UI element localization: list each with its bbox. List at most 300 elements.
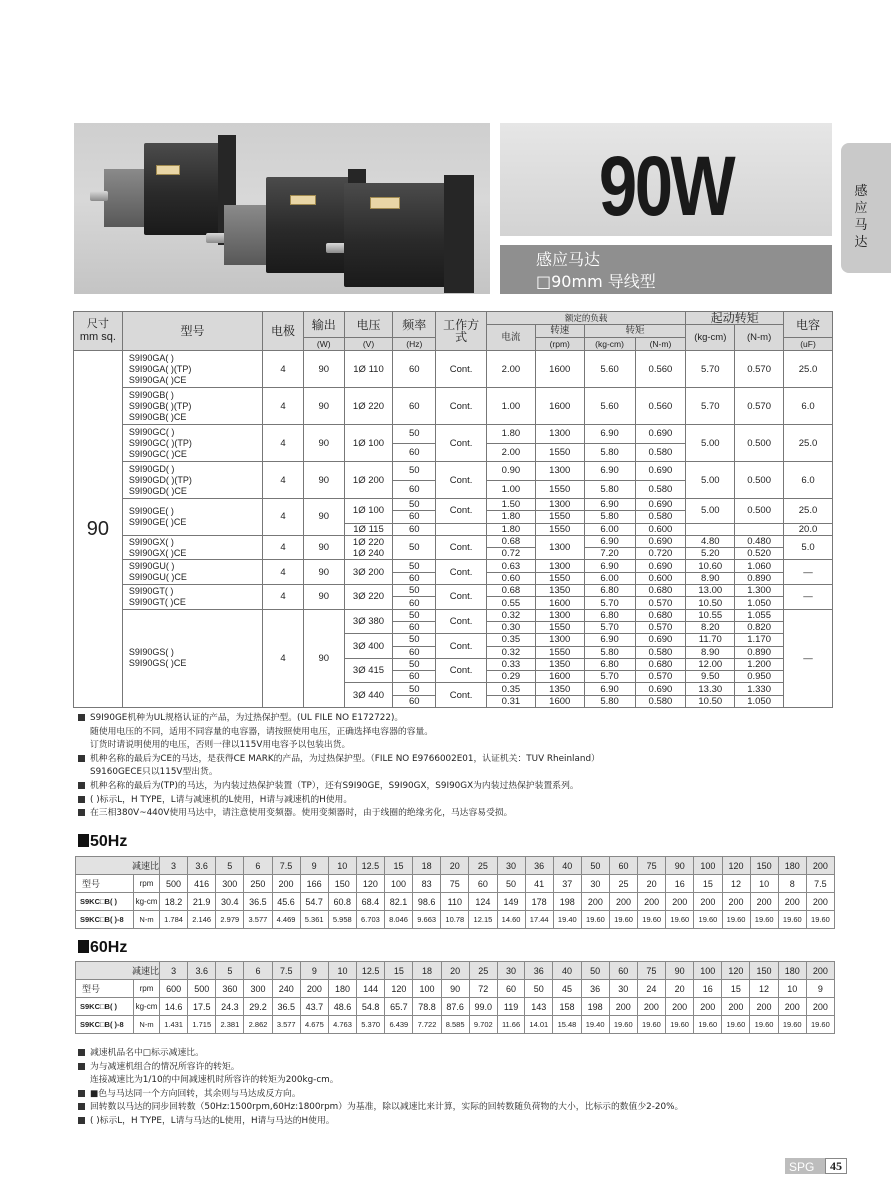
nm-cell: 19.60 — [806, 911, 834, 929]
capacitor-cell: — — [784, 560, 833, 585]
start-nm-cell: 0.500 — [735, 425, 784, 462]
capacitor-cell: 25.0 — [784, 425, 833, 462]
model-cell — [122, 585, 262, 610]
ratio-cell: 9 — [300, 857, 328, 875]
speed-cell: 1600 — [535, 388, 584, 425]
start-kgcm-cell: 8.20 — [686, 621, 735, 633]
torque-nm-cell: 0.690 — [635, 683, 686, 695]
note-text: 回转数以马达的同步回转数（50Hz:1500rpm,60Hz:1800rpm）为基准，除以减速比来计算，实际的回转数随负荷物的大小，比标示的数值少2-20%。 — [90, 1102, 684, 1113]
note-line — [78, 766, 600, 780]
start-nm-cell: 1.050 — [735, 695, 784, 707]
ratio-cell: 20 — [441, 857, 469, 875]
voltage-cell: 3Ø 200 — [344, 560, 393, 585]
notes-gearhead — [78, 1047, 683, 1129]
output-cell: 90 — [303, 585, 344, 610]
nm-cell: 19.60 — [637, 1016, 665, 1034]
nm-cell: 19.40 — [553, 911, 581, 929]
start-kgcm-cell: 5.70 — [686, 351, 735, 388]
nm-cell: 2.862 — [244, 1016, 272, 1034]
torque-unit2: (N-m) — [635, 338, 686, 351]
model-name: S9I90GB( )CE — [128, 411, 187, 422]
speed-cell: 1550 — [535, 443, 584, 462]
mode-cell: Cont. — [436, 683, 487, 708]
freq-cell: 50 — [393, 683, 436, 695]
kgcm-cell: 198 — [581, 998, 609, 1016]
voltage-cell: 3Ø 440 — [344, 683, 393, 708]
model-name: S9I90GC( )(TP) — [128, 437, 192, 448]
poles-cell: 4 — [263, 499, 304, 536]
kgcm-cell: 82.1 — [385, 893, 413, 911]
capacitor-cell: 25.0 — [784, 499, 833, 524]
kgcm-cell: 45.6 — [272, 893, 300, 911]
torque-kgcm-cell: 5.80 — [584, 695, 635, 707]
ratio-cell: 40 — [553, 857, 581, 875]
start-nm-cell: 1.300 — [735, 585, 784, 597]
freq-cell: 60 — [393, 671, 436, 683]
note-line — [78, 753, 600, 767]
torque-nm-cell: 0.560 — [635, 351, 686, 388]
ratio-cell: 18 — [413, 962, 441, 980]
model-cell — [122, 560, 262, 585]
kgcm-cell: 200 — [581, 893, 609, 911]
col-start-unit1: (kg-cm) — [686, 325, 735, 351]
start-kgcm-cell: 5.20 — [686, 548, 735, 560]
note-text: 机种名称的最后为(TP)的马达，为内装过热保护装置（TP），还有S9I90GE，S9I90GX，S9I90GX为内装过热保护装置系列。 — [90, 780, 579, 791]
current-cell: 0.32 — [487, 609, 536, 621]
output-cell: 90 — [303, 388, 344, 425]
start-kgcm-cell: 12.00 — [686, 658, 735, 670]
output-cell: 90 — [303, 535, 344, 560]
rpm-cell: 90 — [441, 980, 469, 998]
speed-cell: 1550 — [535, 621, 584, 633]
kgcm-cell: 17.5 — [188, 998, 216, 1016]
start-nm-cell: 0.570 — [735, 388, 784, 425]
gear-table-50hz — [75, 856, 835, 929]
rpm-cell: 120 — [385, 980, 413, 998]
power-rating: 90W — [598, 139, 734, 233]
speed-cell: 1550 — [535, 572, 584, 584]
ratio-cell: 7.5 — [272, 857, 300, 875]
kgcm-cell: 200 — [694, 893, 722, 911]
start-nm-cell — [735, 523, 784, 535]
model-cell — [122, 462, 262, 499]
freq-cell: 60 — [393, 511, 436, 523]
torque-kgcm-cell: 5.60 — [584, 351, 635, 388]
nm-cell: 2.146 — [188, 911, 216, 929]
current-cell: 0.60 — [487, 572, 536, 584]
bullet-icon — [78, 809, 85, 816]
current-cell: 0.55 — [487, 597, 536, 609]
torque-nm-cell: 0.570 — [635, 621, 686, 633]
kgcm-cell: 200 — [694, 998, 722, 1016]
nm-cell: 19.60 — [778, 1016, 806, 1034]
nm-cell: 19.60 — [722, 1016, 750, 1034]
torque-kgcm-cell: 6.90 — [584, 634, 635, 646]
nm-cell: 19.60 — [750, 1016, 778, 1034]
col-rated-load: 额定的负载 — [487, 312, 686, 325]
mode-cell: Cont. — [436, 462, 487, 499]
col-speed: 转速 — [535, 325, 584, 338]
side-tab[interactable] — [841, 143, 891, 273]
kgcm-cell: 178 — [525, 893, 553, 911]
rpm-cell: 50 — [497, 875, 525, 893]
freq-cell: 60 — [393, 351, 436, 388]
nm-cell: 3.577 — [244, 911, 272, 929]
spec-row — [74, 425, 833, 444]
model-name: S9I90GT( ) — [128, 585, 174, 596]
nm-cell: 3.577 — [272, 1016, 300, 1034]
torque-kgcm-cell: 6.00 — [584, 523, 635, 535]
current-cell: 0.35 — [487, 683, 536, 695]
model-name: S9I90GD( )CE — [128, 485, 187, 496]
notes-motor — [78, 712, 600, 821]
freq-cell: 50 — [393, 462, 436, 481]
ratio-cell: 50 — [581, 857, 609, 875]
output-cell: 90 — [303, 425, 344, 462]
mode-cell — [436, 523, 487, 535]
torque-nm-cell: 0.680 — [635, 585, 686, 597]
model-cell — [122, 609, 262, 707]
note-line — [78, 1115, 683, 1129]
freq-cell: 50 — [393, 425, 436, 444]
speed-cell: 1300 — [535, 634, 584, 646]
model-name: S9I90GE( )CE — [128, 516, 187, 527]
rpm-cell: 45 — [553, 980, 581, 998]
current-cell: 0.33 — [487, 658, 536, 670]
ratio-cell: 30 — [497, 857, 525, 875]
ratio-cell: 3 — [160, 857, 188, 875]
freq-cell: 50 — [393, 658, 436, 670]
kgcm-cell: 110 — [441, 893, 469, 911]
note-text: 连接减速比为1/10的中间减速机时所容许的转矩为200kg-cm。 — [90, 1075, 339, 1086]
rpm-cell: 50 — [525, 980, 553, 998]
note-line — [78, 739, 600, 753]
current-cell: 1.00 — [487, 480, 536, 499]
rpm-cell: 200 — [300, 980, 328, 998]
rpm-cell: 41 — [525, 875, 553, 893]
current-cell: 1.80 — [487, 511, 536, 523]
voltage-cell: 1Ø 100 — [344, 499, 393, 524]
ratio-cell: 60 — [609, 962, 637, 980]
note-text: 减速机品名中□标示减速比。 — [90, 1048, 204, 1058]
nm-cell: 19.60 — [750, 911, 778, 929]
col-freq: 频率 — [393, 312, 436, 338]
col-current: 电流 — [487, 325, 536, 351]
ratio-cell: 100 — [694, 857, 722, 875]
torque-nm-cell: 0.570 — [635, 597, 686, 609]
current-cell: 0.29 — [487, 671, 536, 683]
current-cell: 0.31 — [487, 695, 536, 707]
start-kgcm-cell: 10.50 — [686, 597, 735, 609]
torque-kgcm-cell: 6.90 — [584, 462, 635, 481]
nm-row — [76, 1016, 835, 1034]
speed-cell: 1300 — [535, 560, 584, 572]
model-cell — [122, 535, 262, 560]
torque-nm-cell: 0.580 — [635, 443, 686, 462]
subtitle-type: 感应马达 — [536, 250, 601, 269]
torque-kgcm-cell: 5.70 — [584, 671, 635, 683]
kgcm-cell: 87.6 — [441, 998, 469, 1016]
nm-cell: 19.60 — [778, 911, 806, 929]
rpm-cell: 36 — [581, 980, 609, 998]
rpm-cell: 20 — [638, 875, 666, 893]
note-line — [78, 794, 600, 808]
torque-kgcm-cell: 5.70 — [584, 621, 635, 633]
voltage-unit: (V) — [344, 338, 393, 351]
torque-nm-cell: 0.600 — [635, 523, 686, 535]
ratio-cell: 120 — [722, 857, 750, 875]
start-nm-cell: 0.950 — [735, 671, 784, 683]
rpm-cell: 30 — [581, 875, 609, 893]
freq-cell: 50 — [393, 560, 436, 572]
start-kgcm-cell: 11.70 — [686, 634, 735, 646]
torque-kgcm-cell: 6.00 — [584, 572, 635, 584]
model-name: S9I90GE( ) — [128, 505, 174, 516]
model-name: S9I90GC( )CE — [128, 448, 187, 459]
poles-cell: 4 — [263, 388, 304, 425]
nm-cell: 19.60 — [806, 1016, 834, 1034]
ratio-cell: 200 — [806, 857, 834, 875]
start-kgcm-cell: 5.00 — [686, 499, 735, 524]
size-value: 90 — [74, 351, 123, 708]
kgcm-cell: 158 — [553, 998, 581, 1016]
capacitor-cell: 5.0 — [784, 535, 833, 560]
current-cell: 0.90 — [487, 462, 536, 481]
voltage-cell: 3Ø 380 — [344, 609, 393, 634]
capacitor-cell: 6.0 — [784, 388, 833, 425]
speed-cell: 1550 — [535, 480, 584, 499]
nm-cell: 19.60 — [666, 1016, 694, 1034]
current-cell: 0.30 — [487, 621, 536, 633]
model-name: S9I90GA( )(TP) — [128, 363, 192, 374]
speed-cell: 1300 — [535, 609, 584, 621]
ratio-cell: 25 — [469, 962, 497, 980]
torque-nm-cell: 0.690 — [635, 499, 686, 511]
start-nm-cell: 0.820 — [735, 621, 784, 633]
note-line — [78, 1101, 683, 1115]
ratio-cell: 180 — [778, 857, 806, 875]
rpm-cell: 60 — [497, 980, 524, 998]
start-kgcm-cell: 9.50 — [686, 671, 735, 683]
rpm-cell: 500 — [160, 875, 188, 893]
rpm-cell: 120 — [356, 875, 384, 893]
gear-model: S9KC□B( )-8 — [76, 911, 134, 929]
start-nm-cell: 0.480 — [735, 535, 784, 547]
freq-cell: 60 — [393, 572, 436, 584]
kgcm-cell: 78.8 — [413, 998, 441, 1016]
current-cell: 2.00 — [487, 443, 536, 462]
spec-row — [74, 535, 833, 547]
kgcm-cell: 200 — [806, 998, 834, 1016]
rpm-cell: 300 — [216, 875, 244, 893]
model-label: 型号 — [76, 980, 134, 998]
kgcm-cell: 124 — [469, 893, 497, 911]
start-nm-cell: 1.050 — [735, 597, 784, 609]
current-cell: 1.00 — [487, 388, 536, 425]
start-nm-cell: 1.060 — [735, 560, 784, 572]
kgcm-cell: 30.4 — [216, 893, 244, 911]
freq-cell: 50 — [393, 535, 436, 560]
rpm-cell: 8 — [778, 875, 806, 893]
ratio-cell: 15 — [385, 962, 413, 980]
rpm-cell: 30 — [609, 980, 637, 998]
nm-cell: 17.44 — [525, 911, 553, 929]
model-label: 型号 — [76, 875, 134, 893]
torque-nm-cell: 0.580 — [635, 511, 686, 523]
torque-nm-cell: 0.690 — [635, 560, 686, 572]
rpm-unit: rpm — [134, 875, 160, 893]
output-cell: 90 — [303, 462, 344, 499]
note-line — [78, 726, 600, 740]
ratio-cell: 150 — [750, 962, 778, 980]
start-kgcm-cell: 5.00 — [686, 425, 735, 462]
voltage-cell: 3Ø 415 — [344, 658, 393, 683]
torque-nm-cell: 0.560 — [635, 388, 686, 425]
ratio-cell: 180 — [778, 962, 806, 980]
torque-nm-cell: 0.690 — [635, 425, 686, 444]
start-nm-cell: 0.500 — [735, 499, 784, 524]
start-nm-cell: 0.890 — [735, 646, 784, 658]
rpm-cell: 100 — [413, 980, 441, 998]
kgcm-cell: 43.7 — [300, 998, 328, 1016]
ratio-cell: 10 — [328, 962, 356, 980]
mode-cell: Cont. — [436, 388, 487, 425]
col-voltage: 电压 — [344, 312, 393, 338]
rpm-cell: 9 — [806, 980, 834, 998]
start-nm-cell: 0.570 — [735, 351, 784, 388]
torque-nm-cell: 0.580 — [635, 480, 686, 499]
output-unit: (W) — [303, 338, 344, 351]
kgcm-cell: 200 — [666, 998, 694, 1016]
rpm-cell: 600 — [160, 980, 188, 998]
rpm-cell: 60 — [469, 875, 497, 893]
nm-cell: 6.703 — [356, 911, 384, 929]
torque-kgcm-cell: 5.60 — [584, 388, 635, 425]
kgcm-cell: 198 — [553, 893, 581, 911]
nm-cell: 19.60 — [666, 911, 694, 929]
start-kgcm-cell: 10.60 — [686, 560, 735, 572]
nm-unit: N-m — [134, 911, 160, 929]
rpm-cell: 200 — [272, 875, 300, 893]
col-start-torque: 起动转矩 — [686, 312, 784, 325]
torque-nm-cell: 0.720 — [635, 548, 686, 560]
model-name: S9I90GB( ) — [128, 389, 174, 400]
current-cell: 0.68 — [487, 535, 536, 547]
model-name: S9I90GS( )CE — [128, 658, 187, 669]
nm-cell: 19.60 — [638, 911, 666, 929]
col-mode: 工作方式 — [436, 312, 487, 351]
ratio-cell: 200 — [806, 962, 834, 980]
kgcm-cell: 200 — [610, 893, 638, 911]
note-text: 随使用电压的不同，适用不同容量的电容器，请按照使用电压，正确选择电容器的容量。 — [90, 726, 434, 737]
nm-cell: 6.439 — [385, 1016, 413, 1034]
rpm-cell: 180 — [328, 980, 356, 998]
nm-cell: 8.046 — [385, 911, 413, 929]
rpm-cell: 166 — [300, 875, 328, 893]
freq-cell: 50 — [393, 499, 436, 511]
note-text: 订货时请说明使用的电压，否则一律以115V用电容予以包装出货。 — [90, 740, 351, 751]
speed-cell: 1600 — [535, 597, 584, 609]
rpm-cell: 15 — [722, 980, 750, 998]
torque-unit1: (kg-cm) — [584, 338, 635, 351]
ratio-cell: 15 — [385, 857, 413, 875]
kgcm-cell: 14.6 — [160, 998, 188, 1016]
nm-cell: 2.979 — [216, 911, 244, 929]
bullet-icon — [78, 1117, 85, 1124]
torque-kgcm-cell: 6.90 — [584, 560, 635, 572]
torque-kgcm-cell: 5.80 — [584, 443, 635, 462]
kgcm-cell: 65.7 — [385, 998, 413, 1016]
current-cell: 0.63 — [487, 560, 536, 572]
model-name: S9I90GU( )CE — [128, 572, 187, 583]
start-kgcm-cell: 13.00 — [686, 585, 735, 597]
kgcm-cell: 200 — [638, 893, 666, 911]
torque-kgcm-cell: 5.80 — [584, 480, 635, 499]
nm-cell: 4.469 — [272, 911, 300, 929]
kgcm-cell: 60.8 — [328, 893, 356, 911]
speed-cell: 1350 — [535, 683, 584, 695]
capacitor-cell: 20.0 — [784, 523, 833, 535]
torque-nm-cell: 0.600 — [635, 572, 686, 584]
nm-cell: 5.370 — [357, 1016, 385, 1034]
nm-cell: 19.40 — [581, 1016, 609, 1034]
start-kgcm-cell: 8.90 — [686, 646, 735, 658]
model-name: S9I90GX( )CE — [128, 547, 187, 558]
current-cell: 0.72 — [487, 548, 536, 560]
spec-row — [74, 351, 833, 388]
note-text: S9160GECE只以115V型出货。 — [90, 767, 218, 778]
output-cell: 90 — [303, 351, 344, 388]
nm-cell: 19.60 — [581, 911, 609, 929]
ratio-cell: 90 — [666, 962, 694, 980]
mode-cell: Cont. — [436, 585, 487, 610]
nm-cell: 9.663 — [413, 911, 441, 929]
start-nm-cell: 0.500 — [735, 462, 784, 499]
kgcm-cell: 143 — [525, 998, 553, 1016]
model-cell — [122, 499, 262, 536]
speed-cell: 1300 — [535, 499, 584, 511]
bullet-icon — [78, 1049, 85, 1056]
note-line — [78, 807, 600, 821]
nm-cell: 9.702 — [469, 1016, 497, 1034]
speed-cell: 1600 — [535, 671, 584, 683]
speed-unit: (rpm) — [535, 338, 584, 351]
freq-cell: 50 — [393, 634, 436, 646]
rpm-cell: 144 — [357, 980, 385, 998]
model-name: S9I90GT( )CE — [128, 596, 186, 607]
start-kgcm-cell: 5.70 — [686, 388, 735, 425]
current-cell: 0.32 — [487, 646, 536, 658]
kgcm-cell: 200 — [722, 893, 750, 911]
nm-cell: 19.60 — [694, 911, 722, 929]
rpm-cell: 100 — [385, 875, 413, 893]
gear60-title: 60Hz — [78, 939, 127, 957]
note-text: 为与减速机组合的情况所容许的转矩。 — [90, 1061, 240, 1072]
spec-table-body — [74, 351, 833, 708]
poles-cell: 4 — [263, 609, 304, 707]
col-start-unit2: (N-m) — [735, 325, 784, 351]
output-cell: 90 — [303, 499, 344, 536]
freq-cell: 60 — [393, 388, 436, 425]
subtitle-size: □90mm 导线型 — [536, 272, 656, 291]
ratio-cell: 6 — [244, 962, 272, 980]
ratio-cell: 75 — [638, 857, 666, 875]
ratio-cell: 5 — [216, 962, 244, 980]
note-text: ( )标示L，H TYPE，L请与马达的L使用，H请与马达的H使用。 — [90, 1115, 335, 1126]
gear50-title: 50Hz — [78, 833, 127, 851]
nm-unit: N-m — [134, 1016, 160, 1034]
note-line — [78, 1061, 683, 1075]
